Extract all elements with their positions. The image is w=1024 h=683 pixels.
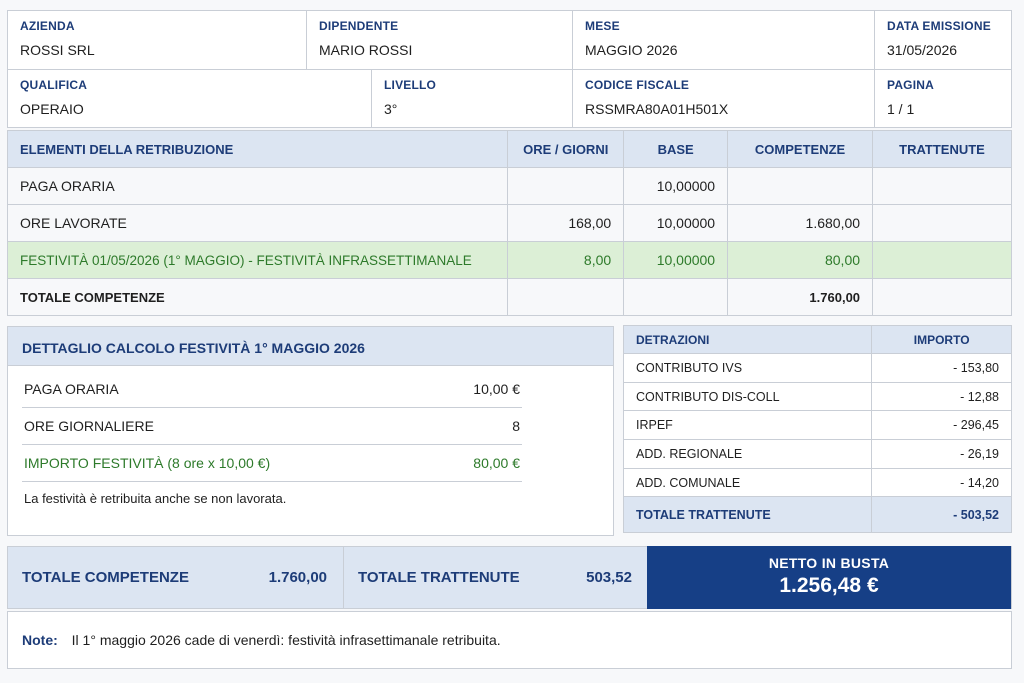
dipendente-value: MARIO ROSSI bbox=[319, 42, 413, 58]
netto-value: 1.256,48 € bbox=[779, 574, 879, 597]
table-cell: ORE LAVORATE bbox=[8, 205, 508, 242]
detrazione-value: - 14,20 bbox=[872, 468, 1012, 497]
dettaglio-label: IMPORTO FESTIVITÀ (8 ore x 10,00 €) bbox=[24, 455, 271, 471]
mese-label: MESE bbox=[585, 19, 620, 33]
qualifica-label: QUALIFICA bbox=[20, 78, 88, 92]
detrazione-label: ADD. REGIONALE bbox=[624, 440, 872, 469]
dettaglio-label: PAGA ORARIA bbox=[24, 381, 119, 397]
table-cell bbox=[873, 242, 1012, 279]
qualifica-value: OPERAIO bbox=[20, 101, 84, 117]
totale-trattenute-segment bbox=[358, 547, 632, 608]
column-header: DETRAZIONI bbox=[624, 326, 872, 354]
codice-fiscale-cell bbox=[573, 70, 875, 128]
dettaglio-label: ORE GIORNALIERE bbox=[24, 418, 154, 434]
detrazione-label: CONTRIBUTO DIS-COLL bbox=[624, 382, 872, 411]
codice-fiscale-label: CODICE FISCALE bbox=[585, 78, 690, 92]
data-emissione-label: DATA EMISSIONE bbox=[887, 19, 991, 33]
detrazione-value: - 26,19 bbox=[872, 440, 1012, 469]
retribuzione-table bbox=[7, 130, 1012, 316]
detrazioni-row bbox=[624, 354, 1012, 383]
livello-cell bbox=[372, 70, 573, 128]
detrazioni-row bbox=[624, 382, 1012, 411]
detrazioni-row bbox=[624, 440, 1012, 469]
note-key: Note: bbox=[22, 632, 58, 648]
table-cell bbox=[624, 279, 728, 316]
mese-cell bbox=[573, 11, 875, 70]
dettaglio-value: 80,00 € bbox=[473, 455, 520, 471]
dettaglio-row-importo bbox=[22, 445, 522, 482]
pagina-label: PAGINA bbox=[887, 78, 934, 92]
column-header: ORE / GIORNI bbox=[508, 131, 624, 168]
detrazioni-row bbox=[624, 468, 1012, 497]
column-header: COMPETENZE bbox=[728, 131, 873, 168]
table-cell: 10,00000 bbox=[624, 168, 728, 205]
column-header: ELEMENTI DELLA RETRIBUZIONE bbox=[8, 131, 508, 168]
table-cell bbox=[508, 168, 624, 205]
note-text: Il 1° maggio 2026 cade di venerdì: festività infrasettimanale retribuita. bbox=[71, 632, 501, 648]
table-row bbox=[8, 205, 1012, 242]
detrazione-label: IRPEF bbox=[624, 411, 872, 440]
table-cell: FESTIVITÀ 01/05/2026 (1° MAGGIO) - FESTIVITÀ INFRASSETTIMANALE bbox=[8, 242, 508, 279]
detrazioni-header-row bbox=[624, 326, 1012, 354]
detrazioni-row bbox=[624, 411, 1012, 440]
dettaglio-row bbox=[22, 408, 522, 445]
detrazione-value: - 12,88 bbox=[872, 382, 1012, 411]
totals-bar bbox=[7, 546, 1012, 609]
totale-competenze-value: 1.760,00 bbox=[268, 569, 327, 586]
dettaglio-row bbox=[22, 371, 522, 408]
pagina-value: 1 / 1 bbox=[887, 101, 915, 117]
detrazione-label: CONTRIBUTO IVS bbox=[624, 354, 872, 383]
detrazioni-total-row bbox=[624, 497, 1012, 533]
netto-label: NETTO IN BUSTA bbox=[768, 555, 890, 571]
azienda-value: ROSSI SRL bbox=[20, 42, 95, 58]
pagina-cell bbox=[875, 70, 1011, 128]
livello-label: LIVELLO bbox=[384, 78, 437, 92]
table-cell bbox=[873, 168, 1012, 205]
totale-trattenute-bar-value: 503,52 bbox=[586, 569, 632, 586]
detrazioni-table bbox=[623, 325, 1012, 533]
table-cell: 10,00000 bbox=[624, 242, 728, 279]
table-cell bbox=[873, 279, 1012, 316]
totale-trattenute-value: - 503,52 bbox=[872, 497, 1012, 533]
table-cell bbox=[728, 168, 873, 205]
dipendente-cell bbox=[307, 11, 573, 70]
dettaglio-title: DETTAGLIO CALCOLO FESTIVITÀ 1° MAGGIO 2026 bbox=[8, 327, 613, 366]
detrazione-value: - 296,45 bbox=[872, 411, 1012, 440]
table-cell bbox=[873, 205, 1012, 242]
totale-competenze-segment bbox=[22, 547, 344, 608]
qualifica-cell bbox=[8, 70, 372, 128]
table-row-totale bbox=[8, 279, 1012, 316]
dettaglio-value: 8 bbox=[512, 418, 520, 434]
codice-fiscale-value: RSSMRA80A01H501X bbox=[585, 101, 729, 117]
dettaglio-value: 10,00 € bbox=[473, 381, 520, 397]
data-emissione-cell bbox=[875, 11, 1011, 70]
detrazione-value: - 153,80 bbox=[872, 354, 1012, 383]
table-cell: 8,00 bbox=[508, 242, 624, 279]
table-cell: TOTALE COMPETENZE bbox=[8, 279, 508, 316]
dettaglio-note: La festività è retribuita anche se non lavorata. bbox=[24, 491, 287, 506]
netto-in-busta-box bbox=[647, 546, 1011, 609]
totale-competenze-label: TOTALE COMPETENZE bbox=[22, 569, 189, 586]
table-cell: 1.680,00 bbox=[728, 205, 873, 242]
table-cell bbox=[508, 279, 624, 316]
column-header: TRATTENUTE bbox=[873, 131, 1012, 168]
table-cell: 80,00 bbox=[728, 242, 873, 279]
totale-trattenute-bar-label: TOTALE TRATTENUTE bbox=[358, 569, 520, 586]
dettaglio-festivita-box bbox=[7, 326, 614, 536]
table-header-row bbox=[8, 131, 1012, 168]
table-cell: 1.760,00 bbox=[728, 279, 873, 316]
table-cell: PAGA ORARIA bbox=[8, 168, 508, 205]
column-header: IMPORTO bbox=[872, 326, 1012, 354]
table-row-festivita bbox=[8, 242, 1012, 279]
dipendente-label: DIPENDENTE bbox=[319, 19, 399, 33]
azienda-cell bbox=[8, 11, 307, 70]
totale-trattenute-label: TOTALE TRATTENUTE bbox=[624, 497, 872, 533]
payslip-header bbox=[7, 10, 1012, 128]
data-emissione-value: 31/05/2026 bbox=[887, 42, 958, 58]
table-row bbox=[8, 168, 1012, 205]
table-cell: 10,00000 bbox=[624, 205, 728, 242]
table-cell: 168,00 bbox=[508, 205, 624, 242]
detrazione-label: ADD. COMUNALE bbox=[624, 468, 872, 497]
livello-value: 3° bbox=[384, 101, 398, 117]
azienda-label: AZIENDA bbox=[20, 19, 75, 33]
mese-value: MAGGIO 2026 bbox=[585, 42, 678, 58]
note-box bbox=[7, 611, 1012, 669]
column-header: BASE bbox=[624, 131, 728, 168]
